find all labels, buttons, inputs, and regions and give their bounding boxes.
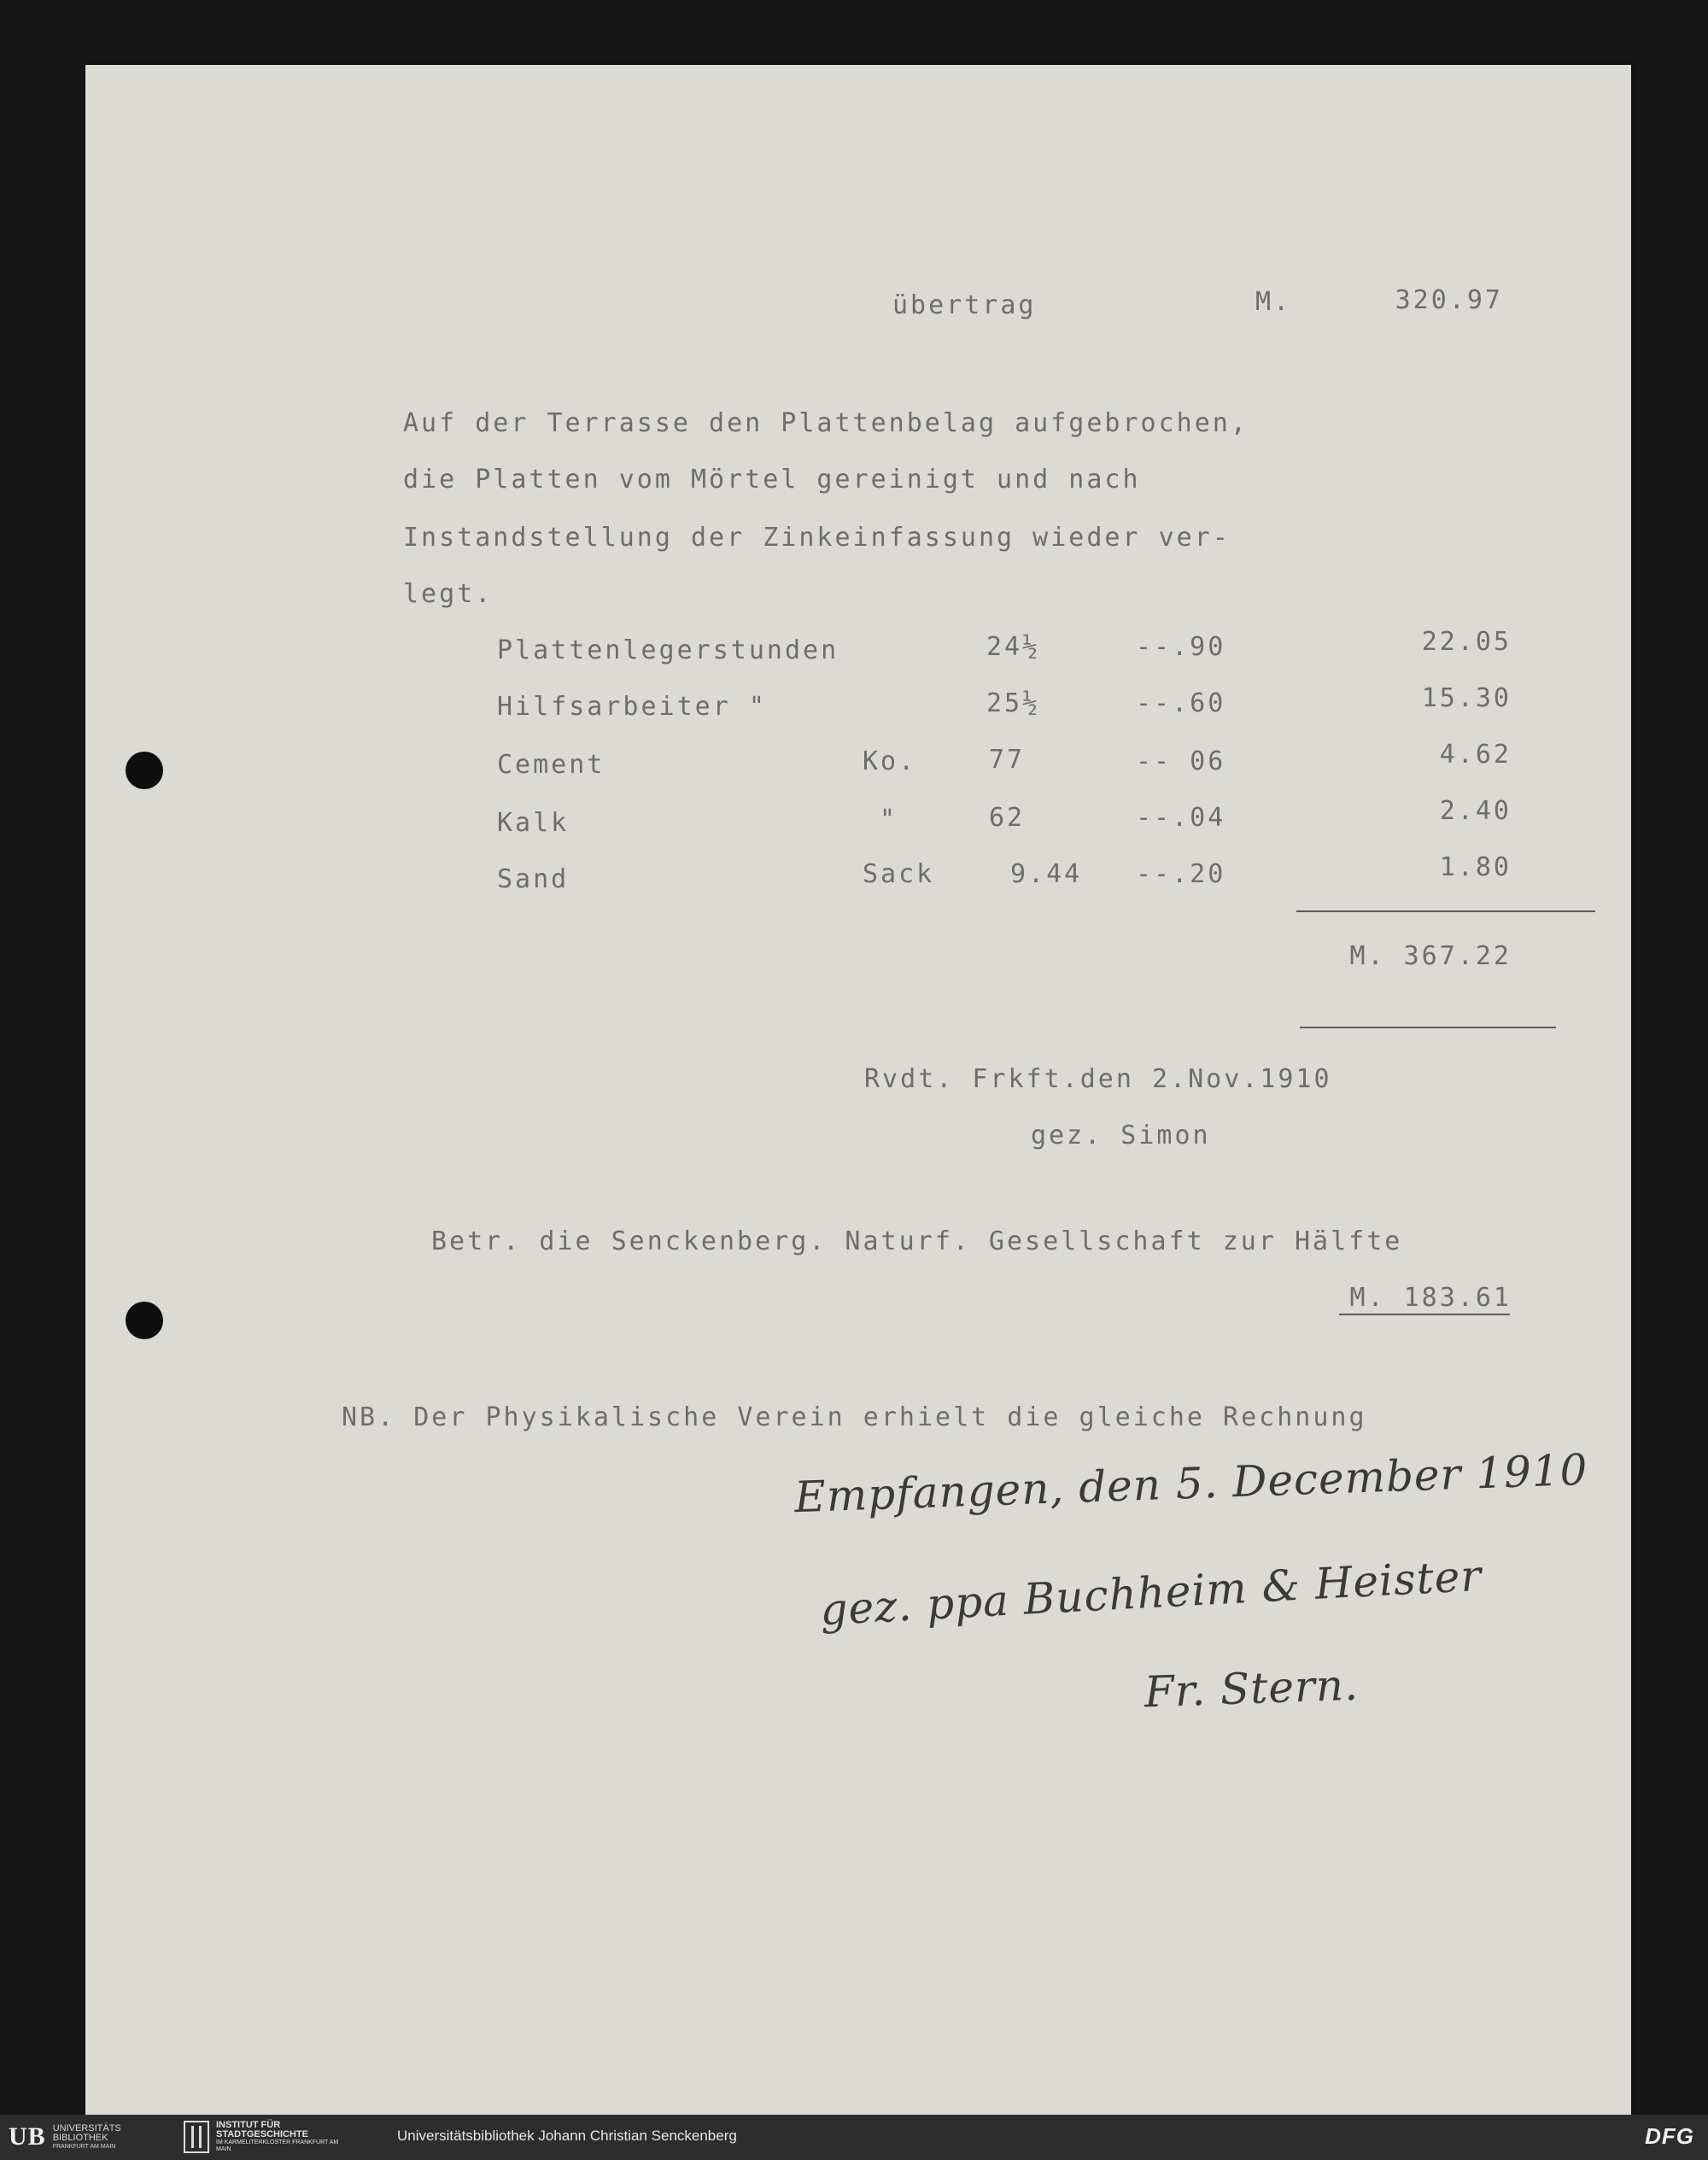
item-qty: 24½ [986, 632, 1041, 662]
isg-line-3: IM KARMELITERKLOSTER FRANKFURT AM MAIN [216, 2140, 339, 2152]
item-name: Cement [497, 750, 605, 780]
item-rate: -- 06 [1136, 746, 1226, 776]
typed-signature: gez. Simon [1031, 1121, 1211, 1150]
item-rate: --.20 [1136, 859, 1226, 889]
total-amount: M. 367.22 [1349, 941, 1512, 971]
item-name: Hilfsarbeiter " [497, 692, 767, 722]
ub-mark: UB [9, 2122, 46, 2151]
item-unit: Sack [863, 859, 935, 889]
share-underline [1339, 1314, 1510, 1315]
item-amount: 4.62 [1439, 740, 1512, 770]
item-name: Plattenlegerstunden [497, 635, 839, 665]
total-rule [1296, 910, 1595, 912]
item-rate: --.60 [1136, 688, 1226, 718]
total-double-rule [1300, 1027, 1556, 1028]
description-line-1: Auf der Terrasse den Plattenbelag aufgebrochen, [403, 408, 1249, 438]
description-line-3: Instandstellung der Zinkeinfassung wieder ver- [403, 523, 1231, 553]
carry-over-currency: M. [1255, 287, 1292, 317]
isg-building-icon [184, 2121, 209, 2153]
item-rate: --.04 [1136, 803, 1226, 833]
description-line-4: legt. [403, 579, 494, 609]
ub-logo-text [53, 2124, 143, 2151]
item-amount: 15.30 [1421, 683, 1512, 713]
item-qty: 9.44 [1010, 859, 1083, 889]
share-note: Betr. die Senckenberg. Naturf. Gesellschaft zur Hälfte [431, 1226, 1403, 1256]
handwritten-name: Fr. Stern. [1144, 1660, 1360, 1718]
item-rate: --.90 [1136, 632, 1226, 662]
handwritten-receipt: Empfangen, den 5. December 1910 [793, 1444, 1589, 1523]
item-qty: 77 [989, 745, 1026, 775]
description-line-2: die Platten vom Mörtel gereinigt und nach [403, 465, 1141, 495]
place-date: Rvdt. Frkft.den 2.Nov.1910 [864, 1064, 1332, 1094]
item-amount: 1.80 [1439, 852, 1512, 882]
document-page [85, 65, 1631, 2115]
carry-over-amount: 320.97 [1395, 285, 1503, 315]
item-name: Kalk [497, 808, 570, 838]
isg-logo [184, 2120, 344, 2154]
footer-bar [0, 2115, 1708, 2160]
item-unit: " [880, 805, 898, 834]
item-unit: Ko. [863, 746, 917, 776]
punch-hole-top [126, 752, 163, 789]
ub-line-2: BIBLIOTHEK [52, 2132, 108, 2143]
item-qty: 25½ [986, 688, 1041, 718]
item-amount: 2.40 [1439, 796, 1512, 826]
share-amount: M. 183.61 [1349, 1283, 1512, 1313]
isg-line-1: INSTITUT FÜR [216, 2120, 281, 2130]
dfg-logo: DFG [1645, 2123, 1694, 2149]
ub-line-1: UNIVERSITÄTS [52, 2122, 121, 2134]
ub-line-3: FRANKFURT AM MAIN [52, 2143, 116, 2150]
nb-note: NB. Der Physikalische Verein erhielt die gleiche Rechnung [342, 1402, 1367, 1432]
punch-hole-bottom [126, 1302, 163, 1339]
isg-line-2: STADTGESCHICHTE [216, 2129, 308, 2140]
library-name: Universitätsbibliothek Johann Christian Senckenberg [397, 2128, 737, 2144]
isg-logo-text [216, 2121, 344, 2153]
item-qty: 62 [989, 803, 1026, 833]
item-name: Sand [497, 864, 570, 894]
ub-logo [9, 2120, 143, 2154]
handwritten-signature: gez. ppa Buchheim & Heister [819, 1550, 1483, 1636]
item-amount: 22.05 [1421, 627, 1512, 657]
carry-over-label: übertrag [892, 290, 1037, 320]
